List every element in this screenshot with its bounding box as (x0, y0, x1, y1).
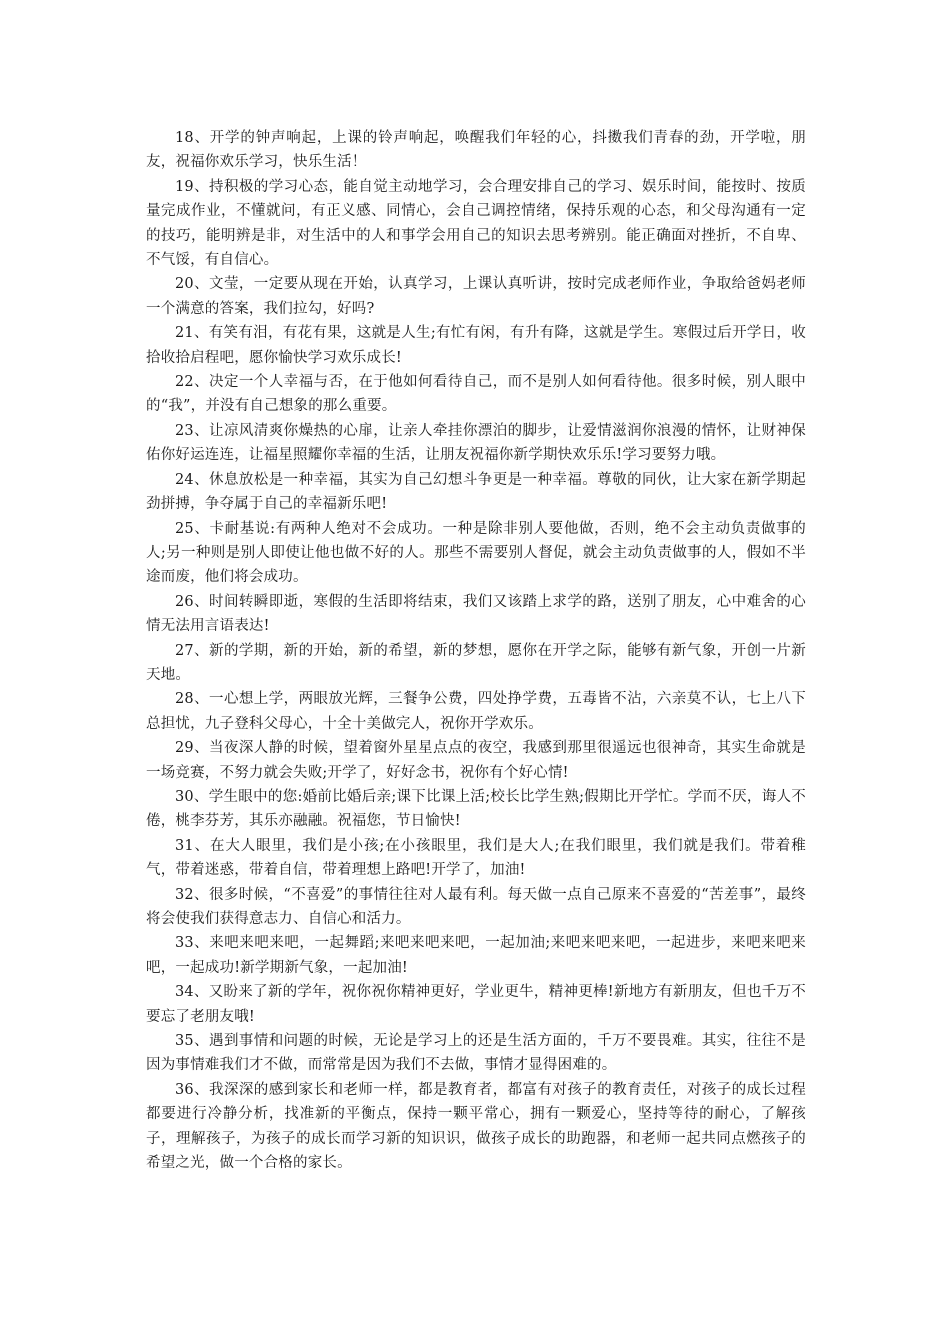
paragraph-21: 21、有笑有泪，有花有果，这就是人生;有忙有闲，有升有降，这就是学生。寒假过后开学日，收拾收拾启程吧，愿你愉快学习欢乐成长! (146, 325, 806, 366)
paragraph-36: 36、我深深的感到家长和老师一样，都是教育者，都富有对孩子的教育责任，对孩子的成长过程都要进行冷静分析，找准新的平衡点，保持一颗平常心，拥有一颗爱心，坚持等待的耐心，了解孩子，理解孩子，为孩子的成长而学习新的知识识，做孩子成长的助跑器，和老师一起共同点燃孩子的希望之光，做一个合格的家长。 (146, 1081, 806, 1172)
paragraph-35: 35、遇到事情和问题的时候，无论是学习上的还是生活方面的，千万不要畏难。其实，往往不是因为事情难我们才不做，而常常是因为我们不去做，事情才显得困难的。 (146, 1033, 806, 1074)
paragraph-34: 34、又盼来了新的学年，祝你祝你精神更好，学业更牛，精神更棒!新地方有新朋友，但也千万不要忘了老朋友哦! (146, 984, 806, 1025)
paragraph-27: 27、新的学期，新的开始，新的希望，新的梦想，愿你在开学之际，能够有新气象，开创一片新天地。 (146, 642, 806, 683)
paragraph-30: 30、学生眼中的您:婚前比婚后亲;课下比课上活;校长比学生熟;假期比开学忙。学而不厌，诲人不倦，桃李芬芳，其乐亦融融。祝福您，节日愉快! (146, 788, 806, 830)
paragraph-20: 20、文莹，一定要从现在开始，认真学习，上课认真听讲，按时完成老师作业，争取给爸妈老师一个满意的答案，我们拉勾，好吗? (146, 276, 806, 317)
paragraph-26: 26、时间转瞬即逝，寒假的生活即将结束，我们又该踏上求学的路，送别了朋友，心中难舍的心情无法用言语表达! (146, 593, 806, 635)
paragraph-22: 22、决定一个人幸福与否，在于他如何看待自己，而不是别人如何看待他。很多时候，别人眼中的“我”，并没有自己想象的那么重要。 (146, 374, 806, 415)
paragraph-25: 25、卡耐基说:有两种人绝对不会成功。一种是除非别人要他做，否则，绝不会主动负责做事的人;另一种则是别人即使让他也做不好的人。那些不需要别人督促，就会主动负责做事的人，假如不半途而废，他们将会成功。 (146, 520, 806, 586)
paragraph-24: 24、休息放松是一种幸福，其实为自己幻想斗争更是一种幸福。尊敬的同伙，让大家在新学期起劲拼搏，争夺属于自己的幸福新乐吧! (146, 471, 806, 513)
paragraph-19: 19、持积极的学习心态，能自觉主动地学习，会合理安排自己的学习、娱乐时间，能按时、按质量完成作业，不懂就问，有正义感、同情心，会自己调控情绪，保持乐观的心态，和父母沟通有一定的技巧，能明辨是非，对生活中的人和事学会用自己的知识去思考辨别。能正确面对挫折，不自卑、不气馁，有自信心。 (146, 178, 806, 269)
paragraph-23: 23、让凉风清爽你燥热的心扉，让亲人牵挂你漂泊的脚步，让爱情滋润你浪漫的情怀，让财神保佑你好运连连，让福星照耀你幸福的生活，让朋友祝福你新学期快欢乐乐!学习要努力哦。 (146, 422, 806, 464)
paragraph-28: 28、一心想上学，两眼放光辉，三餐争公费，四处挣学费，五毒皆不沾，六亲莫不认，七上八下总担忧，九子登科父母心，十全十美做完人，祝你开学欢乐。 (146, 691, 806, 732)
paragraph-33: 33、来吧来吧来吧，一起舞蹈;来吧来吧来吧，一起加油;来吧来吧来吧，一起进步，来吧来吧来吧，一起成功!新学期新气象，一起加油! (146, 935, 806, 976)
paragraph-31: 31、在大人眼里，我们是小孩;在小孩眼里，我们是大人;在我们眼里，我们就是我们。带着稚气，带着迷惑，带着自信，带着理想上路吧!开学了，加油! (146, 837, 806, 879)
paragraph-29: 29、当夜深人静的时候，望着窗外星星点点的夜空，我感到那里很遥远也很神奇，其实生命就是一场竞赛，不努力就会失败;开学了，好好念书，祝你有个好心情! (146, 740, 806, 781)
document-body (146, 126, 806, 1175)
paragraph-32: 32、很多时候，“不喜爱”的事情往往对人最有利。每天做一点自己原来不喜爱的“苦差事”，最终将会使我们获得意志力、自信心和活力。 (146, 886, 806, 927)
paragraph-18: 18、开学的钟声响起，上课的铃声响起，唤醒我们年轻的心，抖擞我们青春的劲，开学啦，朋友，祝福你欢乐学习，快乐生活！ (146, 130, 806, 171)
